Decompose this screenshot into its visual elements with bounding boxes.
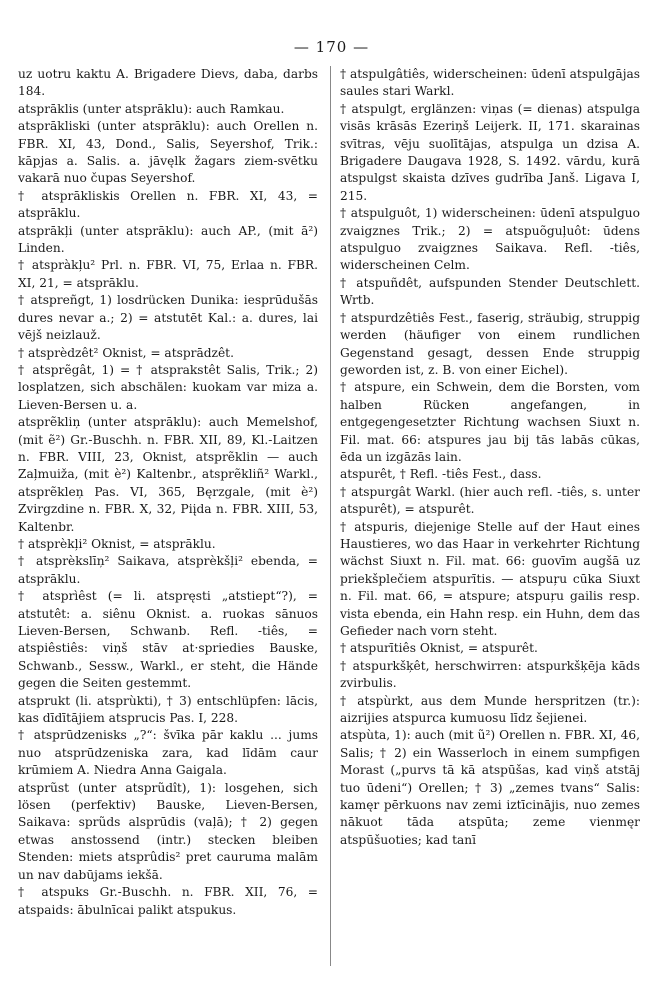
dictionary-entry: † atspuks Gr.-Buschh. n. FBR. XII, 76, = atspaids: ābulnīcai palikt atspukus. — [18, 885, 318, 917]
dictionary-entry: † atsprèkslīņ² Saikava, atsprèkšļi² ebenda, = atsprāklu. — [18, 554, 318, 586]
dictionary-entry: † atsprìêst (= li. atspręsti „atstiept“?), = atstutêt: a. siênu Oknist. a. ruokas sānuos Lieven-Bersen, Schwanb. Refl. -tiês, = atspiêstiês: viņš stāv at·spriedies Bauske, Schwanb., Sessw., Warkl., er steht, die Hände gegen die Seiten gestemmt. — [18, 589, 318, 691]
dictionary-entry: atspurêt, † Refl. -tiês Fest., dass. — [340, 467, 542, 482]
dictionary-entry: atsprākļi (unter atsprāklu): auch AP., (mit ā²) Linden. — [18, 223, 318, 256]
dictionary-entry: † atsprẽgât, 1) = † atsprakstêt Salis, Trik.; 2) losplatzen, sich abschälen: kuokam var miza a. Lieven-Bersen u. a. — [18, 362, 318, 412]
dictionary-entry: † atspulgt, erglänzen: viņas (= dienas) atspulga visās krāsās Ezeriņš Leijerk. II, 171. skarainas svītras, vēju suolītājas, atspulga un dzisa A. Brigadere Daugava 1928, S. 1492. vārdu, kurā atspulgst skaista dzīves gudrība Janš. Ligava I, 215. — [340, 101, 640, 203]
left-column — [18, 66, 318, 919]
dictionary-entry: † atspurītiês Oknist, = atspurêt. — [340, 641, 538, 656]
dictionary-entry: † atspurkšķêt, herschwirren: atspurkšķēja kāds zvirbulis. — [340, 658, 640, 691]
dictionary-entry: † atsprèdzêt² Oknist, = atsprādzêt. — [18, 345, 234, 360]
dictionary-entry: atspùta, 1): auch (mit ũ²) Orellen n. FBR. XI, 46, Salis; † 2) ein Wasserloch in einem sumpfigen Morast („purvs tā kā atspūšas, kad viņš atstāj tuo ūdeni“) Orellen; † 3) „zemes tvans“ Salis: kamęr pērkuons nav zemi iztīcinājis, nuo zemes nākuot tāda atspūta; zeme vienmęr atspūšuoties; kad tanī — [340, 728, 640, 847]
dictionary-entry: uz uotru kaktu A. Brigadere Dievs, daba, darbs 184. — [18, 67, 318, 99]
dictionary-entry: † atspurdzêtiês Fest., faserig, sträubig, struppig werden (häufiger von einem rundlichen Gegenstand gesagt, dessen Ende struppig geworden ist, z. B. von einer Eichel). — [340, 310, 640, 377]
column-divider — [330, 66, 331, 966]
dictionary-entry: † atspreñgt, 1) losdrücken Dunika: iesprūdušās dures nevar a.; 2) = atstutēt Kal.: a. dures, lai vējš neizlauž. — [18, 293, 318, 343]
page-number: — 170 — — [293, 38, 370, 56]
dictionary-entry: † atspulgâtiês, widerscheinen: ūdenī atspulgājas saules stari Warkl. — [340, 67, 640, 99]
dictionary-entry: † atsprākliskis Orellen n. FBR. XI, 43, = atsprāklu. — [18, 188, 318, 221]
dictionary-entry: atsprāklis (unter atsprāklu): auch Ramkau. — [18, 101, 285, 116]
dictionary-entry: † atspuris, diejenige Stelle auf der Haut eines Haustieres, wo das Haar in verkehrter Richtung wächst Siuxt n. Fil. mat. 66: guovīm augšā uz priekšplečiem atspurītis. — atspuŗu cūka Siuxt n. Fil. mat. 66, = atspure; atspuŗu gailis resp. vista ebenda, ein Hahn resp. ein Huhn, dem das Gefieder nach vorn steht. — [340, 519, 640, 638]
dictionary-entry: † atspulguôt, 1) widerscheinen: ūdenī atspulguo zvaigznes Trik.; 2) = atspuõguļuôt: ūdens atspulguo zvaigznes Saikava. Refl. -tiês, widerscheinen Celm. — [340, 206, 640, 273]
dictionary-entry: † atspuñdêt, aufspunden Stender Deutschlett. Wrtb. — [340, 275, 640, 308]
right-column — [340, 66, 640, 849]
dictionary-entry: † atspràkļu² Prl. n. FBR. VI, 75, Erlaa n. FBR. XI, 21, = atsprāklu. — [18, 258, 318, 290]
dictionary-entry: † atsprèkļi² Oknist, = atsprāklu. — [18, 536, 216, 551]
dictionary-entry: atsprũst (unter atsprũdît), 1): losgehen, sich lösen (perfektiv) Bauske, Lieven-Bersen, Saikava: sprũds alsprūdis (vaļā); † 2) gegen etwas anstossend (intr.) stecken bleiben Stenden: miets atsprûdis² pret cauruma malām un nav dabūjams iekšā. — [18, 780, 318, 882]
dictionary-entry: † atspùrkt, aus dem Munde herspritzen (tr.): aizrijies atspurca kumuosu līdz šejienei. — [340, 693, 640, 726]
dictionary-entry: † atsprūdzenisks „?“: švīka pār kaklu ... jums nuo atsprūdzeniska zara, kad līdām caur krūmiem A. Niedra Anna Gaigala. — [18, 728, 318, 778]
dictionary-entry: atsprukt (li. atsprùkti), † 3) entschlüpfen: lācis, kas dīdītājiem atsprucis Pas. I, 228. — [18, 693, 318, 726]
dictionary-entry: atsprākliski (unter atsprāklu): auch Orellen n. FBR. XI, 43, Dond., Salis, Seyershof, Trik.: kāpjas a. Salis. a. jāvęlk žagars ziem-svētku vakarā nuo čupas Seyershof. — [18, 119, 318, 186]
dictionary-entry: † atspure, ein Schwein, dem die Borsten, vom halben Rücken angefangen, in entgegengesetzter Richtung wachsen Siuxt n. Fil. mat. 66: atspures jau bij tās labās cūkas, ēda un izgāzās lain. — [340, 380, 640, 464]
dictionary-entry: † atspurgât Warkl. (hier auch refl. -tiês, s. unter atspurêt), = atspurêt. — [340, 484, 640, 517]
dictionary-entry: atsprẽkliņ (unter atsprāklu): auch Memelshof, (mit ẽ²) Gr.-Buschh. n. FBR. XII, 89, Kl.-Laitzen n. FBR. VIII, 23, Oknist, atsprẽklin — auch Zaļmuiža, (mit è²) Kaltenbr., atsprẽkliñ² Warkl., atsprẽkleņ Pas. VI, 365, Bęrzgale, (mit è²) Zvirgzdine n. FBR. X, 32, Piįda n. FBR. XIII, 53, Kaltenbr. — [18, 415, 318, 534]
